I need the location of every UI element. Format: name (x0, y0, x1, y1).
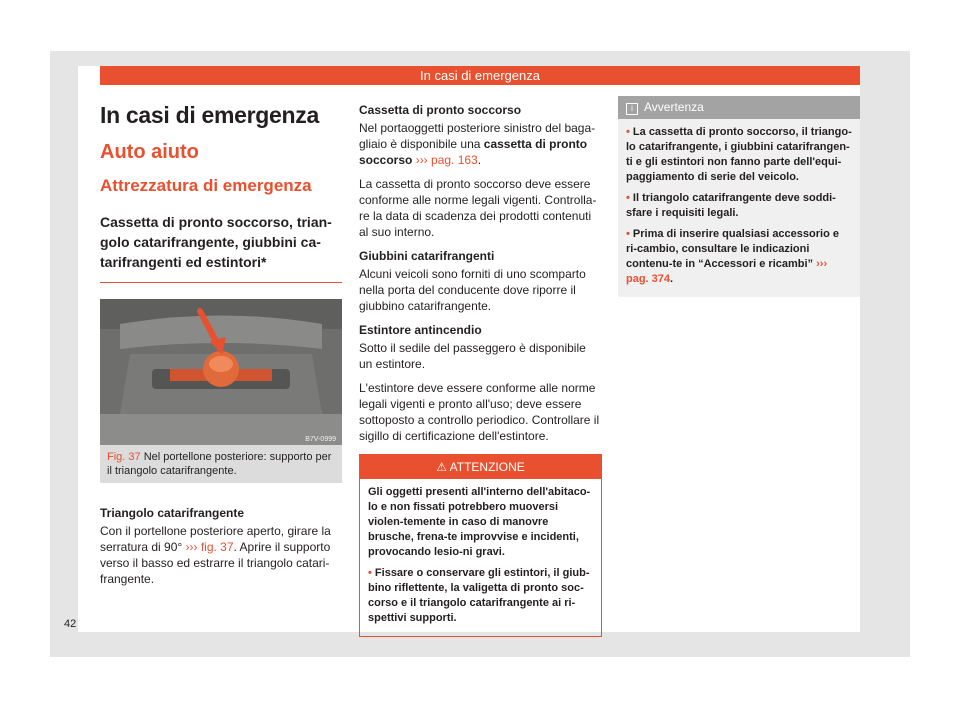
figure-caption (100, 445, 342, 483)
warning-box (359, 454, 602, 637)
bullet-icon: • (626, 192, 630, 204)
column-left (100, 96, 342, 595)
bullet-icon: • (626, 126, 630, 138)
fig-37-link[interactable]: ››› fig. 37 (185, 540, 234, 554)
subsection-title: Attrezzatura di emergenza (100, 176, 312, 195)
figure-caption-text: Nel portellone posteriore: supporto per il triangolo catarifrangente. (107, 451, 332, 477)
section-header-bar: In casi di emergenza (100, 66, 860, 85)
warning-text-2-content: Fissare o conservare gli estintori, il giub-bino riflettente, la valigetta di pronto soc-corso e il triangolo catarifrangente ai ri-spettivi supporti. (368, 567, 590, 624)
info-icon: i (626, 103, 638, 115)
chapter-title: In casi di emergenza (100, 102, 319, 128)
note-body (618, 119, 860, 297)
note-item-1-text: La cassetta di pronto soccorso, il triango-lo catarifrangente, i giubbini catarifrangen-ti e gli estintori non fanno parte dell'equi-paggiamento di serie del veicolo. (626, 126, 852, 183)
figure-ref: Fig. 37 (107, 451, 141, 463)
warning-text-2 (368, 566, 593, 626)
cassetta-term: cassetta di pronto soccorso (359, 137, 588, 167)
section-title: Auto aiuto (100, 141, 199, 163)
tailgate-illustration (100, 299, 342, 445)
cassetta-text-1 (359, 120, 602, 168)
page-number: 42 (64, 618, 77, 630)
triangolo-text-2: . Aprire il supporto verso il basso ed estrarre il triangolo catari-frangente. (100, 540, 331, 586)
estintore-title: Estintore antincendio (359, 323, 482, 337)
triangolo-title: Triangolo catarifrangente (100, 506, 245, 520)
note-box (618, 96, 860, 297)
topic-title: Cassetta di pronto soccorso, trian-golo catarifrangente, giubbini ca-tarifrangenti ed estintori* (100, 208, 342, 283)
triangolo-text-1: Con il portellone posteriore aperto, girare la serratura di 90° (100, 524, 331, 554)
warning-title: ATTENZIONE (449, 460, 525, 474)
warning-icon: ⚠ (436, 460, 447, 474)
figure-code: B7V-0999 (305, 436, 336, 443)
cassetta-text-2: La cassetta di pronto soccorso deve essere conforme alle norme legali vigenti. Controlla-re la data di scadenza dei prodotti contenuti al suo interno. (359, 177, 597, 239)
note-title: Avvertenza (644, 100, 704, 114)
pag-374-link[interactable]: ››› pag. 374 (626, 258, 828, 285)
note-item-3 (626, 227, 852, 287)
figure-image (100, 299, 342, 445)
giubbini-text: Alcuni veicoli sono forniti di uno scomparto nella porta del conducente dove riporre il giubbino catarifrangente. (359, 267, 586, 313)
warning-body (360, 479, 601, 636)
cassetta-text-1c: . (477, 153, 482, 167)
pag-163-link[interactable]: ››› pag. 163 (412, 153, 478, 167)
warning-header (360, 455, 601, 479)
bullet-icon: • (626, 228, 630, 240)
triangolo-text (100, 523, 342, 587)
column-right (618, 96, 860, 297)
note-header (618, 96, 860, 119)
cassetta-text-1a: Nel portaoggetti posteriore sinistro del baga-gliaio è disponibile una (359, 121, 596, 151)
triangolo-block (100, 505, 342, 587)
estintore-text-2: L'estintore deve essere conforme alle norme legali vigenti e pronto all'uso; deve essere sottoposto a controllo periodico. Controllare il sigillo di certificazione dell'estintore. (359, 381, 600, 443)
note-item-2 (626, 191, 852, 221)
note-item-3-end: . (670, 273, 674, 285)
cassetta-title: Cassetta di pronto soccorso (359, 103, 522, 117)
note-item-2-text: Il triangolo catarifrangente deve soddi-sfare i requisiti legali. (626, 192, 836, 219)
note-item-3-text: Prima di inserire qualsiasi accessorio e ri-cambio, consultare le indicazioni contenu-te in “Accessori e ricambi” (626, 228, 839, 270)
estintore-text-1: Sotto il sedile del passeggero è disponibile un estintore. (359, 341, 586, 371)
figure-37 (100, 299, 342, 483)
giubbini-title: Giubbini catarifrangenti (359, 249, 495, 263)
column-middle (359, 96, 602, 637)
warning-text-1: Gli oggetti presenti all'interno dell'abitaco-lo e non fissati potrebbero muoversi violen-temente in caso di manovre brusche, frena-te improvvise e incidenti, provocando lesio-ni gravi. (368, 486, 591, 558)
bullet-icon: • (368, 567, 372, 579)
note-item-1 (626, 125, 852, 185)
